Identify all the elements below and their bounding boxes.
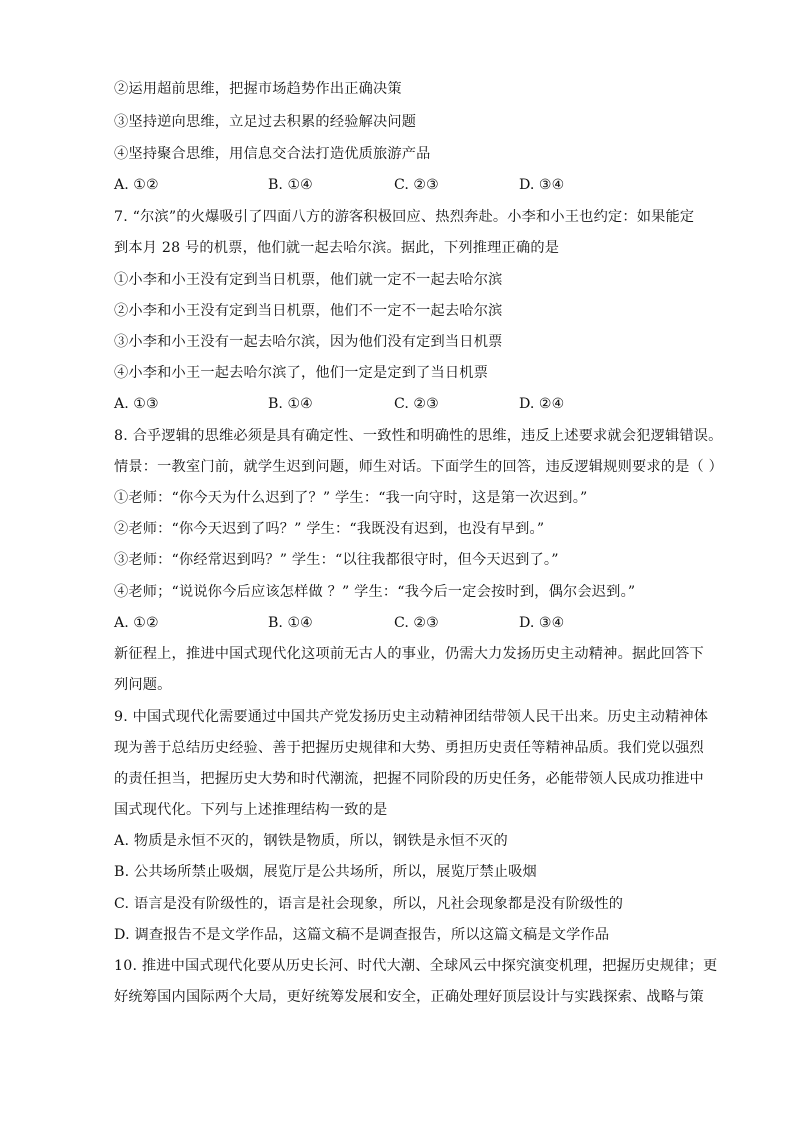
q6-option-c: C. ②③ [394,177,439,193]
q8-option-a: A. ①② [114,615,159,631]
q8-item-1: ①老师：“你今天为什么迟到了？” 学生：“我一向守时，这是第一次迟到。” [114,490,588,506]
q7-option-a: A. ①③ [114,396,159,412]
q8-option-b: B. ①④ [268,615,313,631]
q9-choice-c: C. 语言是没有阶级性的，语言是社会现象，所以，凡社会现象都是没有阶级性的 [114,896,624,912]
q7-option-b: B. ①④ [268,396,313,412]
q7-item-3: ③小李和小王没有一起去哈尔滨，因为他们没有定到当日机票 [114,334,503,350]
q7-item-4: ④小李和小王一起去哈尔滨了，他们一定是定到了当日机票 [114,365,489,381]
q9-stem-line-4: 国式现代化。下列与上述推理结构一致的是 [114,802,388,818]
intro-line-1: 新征程上，推进中国式现代化这项前无古人的事业，仍需大力发扬历史主动精神。据此回答下 [114,646,704,662]
q7-option-d: D. ②④ [519,396,565,412]
q6-option-a: A. ①② [114,177,159,193]
q8-item-3: ③老师：“你经常迟到吗？” 学生：“以往我都很守时，但今天迟到了。” [114,552,559,568]
q8-stem-line-2: 情景：一教室门前，就学生迟到问题，师生对话。下面学生的回答，违反逻辑规则要求的是（ ） [114,459,723,475]
q9-stem-line-1: 9. 中国式现代化需要通过中国共产党发扬历史主动精神团结带领人民干出来。历史主动精神体 [114,709,709,725]
q10-stem-line-2: 好统筹国内国际两个大局，更好统筹发展和安全，正确处理好顶层设计与实践探索、战略与策 [114,989,704,1005]
q6-option-d: D. ③④ [519,177,565,193]
q8-option-d: D. ③④ [519,615,565,631]
q9-stem-line-2: 现为善于总结历史经验、善于把握历史规律和大势、勇担历史责任等精神品质。我们党以强烈 [114,740,704,756]
q7-item-2: ②小李和小王没有定到当日机票，他们不一定不一起去哈尔滨 [114,303,503,319]
q7-option-c: C. ②③ [394,396,439,412]
q6-item-3: ③坚持逆向思维，立足过去积累的经验解决问题 [114,114,417,130]
q10-stem-line-1: 10. 推进中国式现代化要从历史长河、时代大潮、全球风云中探究演变机理，把握历史规律；更 [114,958,718,974]
q8-stem-line-1: 8. 合乎逻辑的思维必须是具有确定性、一致性和明确性的思维，违反上述要求就会犯逻辑错误。 [114,428,723,444]
q9-choice-a: A. 物质是永恒不灭的，钢铁是物质，所以，钢铁是永恒不灭的 [114,833,508,849]
q9-stem-line-3: 的责任担当，把握历史大势和时代潮流，把握不同阶段的历史任务，必能带领人民成功推进中 [114,771,704,787]
q7-stem-line-1: 7. “尔滨”的火爆吸引了四面八方的游客积极回应、热烈奔赴。小李和小王也约定：如果能定 [114,209,695,225]
q9-choice-d: D. 调查报告不是文学作品，这篇文稿不是调查报告，所以这篇文稿是文学作品 [114,927,610,943]
q7-item-1: ①小李和小王没有定到当日机票，他们就一定不一起去哈尔滨 [114,272,503,288]
q6-option-b: B. ①④ [268,177,313,193]
q8-item-4: ④老师；“说说你今后应该怎样做 ？” 学生：“我今后一定会按时到，偶尔会迟到。” [114,584,636,600]
q8-item-2: ②老师：“你今天迟到了吗？” 学生：“我既没有迟到，也没有早到。” [114,521,545,537]
q7-stem-line-2: 到本月 28 号的机票，他们就一起去哈尔滨。据此，下列推理正确的是 [114,240,560,256]
q9-choice-b: B. 公共场所禁止吸烟，展览厅是公共场所，所以，展览厅禁止吸烟 [114,864,537,880]
q6-item-4: ④坚持聚合思维，用信息交合法打造优质旅游产品 [114,146,431,162]
intro-line-2: 列问题。 [114,677,172,693]
q6-item-2: ②运用超前思维，把握市场趋势作出正确决策 [114,81,402,97]
q7-options [114,394,674,414]
q6-options [114,175,674,195]
q8-options [114,613,674,633]
q8-option-c: C. ②③ [394,615,439,631]
